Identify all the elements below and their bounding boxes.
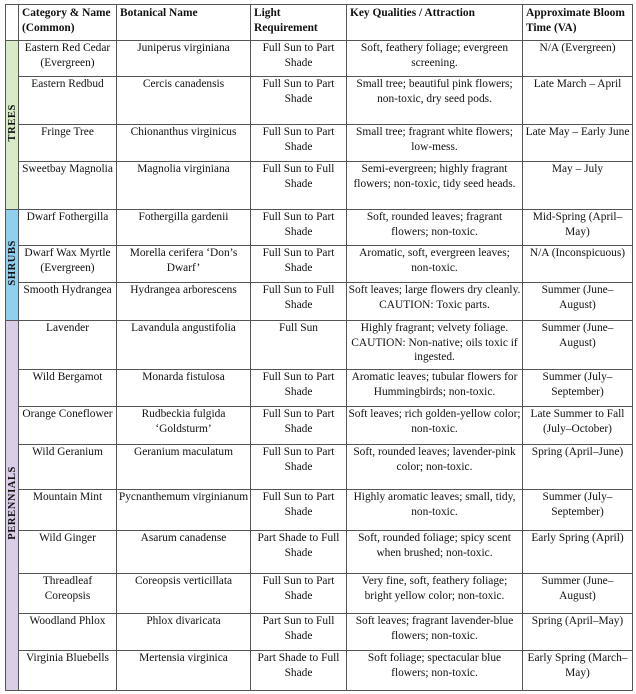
cell-qualities: Highly aromatic leaves; small, tidy, non-toxic.	[347, 490, 523, 531]
cell-bloom: Summer (July–September)	[523, 370, 633, 407]
cell-botanical-name: Morella cerifera ‘Don’s Dwarf’	[117, 246, 251, 283]
cell-botanical-name: Pycnanthemum virginianum	[117, 490, 251, 531]
cell-bloom: N/A (Inconspicuous)	[523, 246, 633, 283]
cell-botanical-name: Juniperus virginiana	[117, 41, 251, 77]
group-label-perennials-cell	[6, 321, 19, 691]
cell-light: Full Sun to Part Shade	[251, 490, 347, 531]
cell-common-name: Sweetbay Magnolia	[19, 162, 117, 210]
cell-qualities: Aromatic leaves; tubular flowers for Hummingbirds; non-toxic.	[347, 370, 523, 407]
cell-botanical-name: Monarda fistulosa	[117, 370, 251, 407]
cell-botanical-name: Rudbeckia fulgida ‘Goldsturm’	[117, 407, 251, 445]
cell-qualities: Highly fragrant; velvety foliage. CAUTION: Non-native; oils toxic if ingested.	[347, 321, 523, 370]
table-row	[6, 125, 633, 162]
cell-light: Full Sun to Part Shade	[251, 407, 347, 445]
header-row	[6, 5, 633, 41]
cell-bloom: Mid-Spring (April–May)	[523, 210, 633, 246]
cell-bloom: May – July	[523, 162, 633, 210]
table-row	[6, 246, 633, 283]
cell-qualities: Soft leaves; large flowers dry cleanly. CAUTION: Toxic parts.	[347, 283, 523, 321]
cell-bloom: Summer (June–August)	[523, 574, 633, 614]
cell-light: Part Sun to Full Shade	[251, 614, 347, 651]
cell-light: Full Sun to Part Shade	[251, 246, 347, 283]
cell-common-name: Fringe Tree	[19, 125, 117, 162]
cell-common-name: Smooth Hydrangea	[19, 283, 117, 321]
cell-bloom: Summer (July–September)	[523, 490, 633, 531]
cell-botanical-name: Magnolia virginiana	[117, 162, 251, 210]
cell-light: Full Sun to Full Shade	[251, 283, 347, 321]
table-row	[6, 407, 633, 445]
cell-common-name: Threadleaf Coreopsis	[19, 574, 117, 614]
cell-botanical-name: Geranium maculatum	[117, 445, 251, 490]
cell-bloom: Late March – April	[523, 77, 633, 125]
cell-bloom: Early Spring (April)	[523, 531, 633, 574]
cell-botanical-name: Coreopsis verticillata	[117, 574, 251, 614]
header-bloom-time: Approximate Bloom Time (VA)	[523, 5, 633, 41]
cell-bloom: Late Summer to Fall (July–October)	[523, 407, 633, 445]
cell-common-name: Wild Geranium	[19, 445, 117, 490]
cell-botanical-name: Hydrangea arborescens	[117, 283, 251, 321]
cell-bloom: Spring (April–June)	[523, 445, 633, 490]
group-label-shrubs: SHRUBS	[7, 239, 18, 286]
cell-botanical-name: Mertensia virginica	[117, 651, 251, 691]
cell-common-name: Woodland Phlox	[19, 614, 117, 651]
table-row	[6, 370, 633, 407]
header-common-name: Category & Name (Common)	[19, 5, 117, 41]
table-row	[6, 41, 633, 77]
cell-qualities: Soft leaves; rich golden-yellow color; non-toxic.	[347, 407, 523, 445]
cell-common-name: Mountain Mint	[19, 490, 117, 531]
cell-light: Full Sun to Part Shade	[251, 574, 347, 614]
cell-light: Full Sun to Part Shade	[251, 77, 347, 125]
group-label-trees-cell	[6, 41, 19, 210]
cell-qualities: Soft, rounded leaves; fragrant flowers; non-toxic.	[347, 210, 523, 246]
cell-light: Full Sun to Part Shade	[251, 370, 347, 407]
table-row	[6, 321, 633, 370]
header-botanical-name: Botanical Name	[117, 5, 251, 41]
cell-botanical-name: Asarum canadense	[117, 531, 251, 574]
table-row	[6, 490, 633, 531]
cell-common-name: Wild Ginger	[19, 531, 117, 574]
cell-qualities: Aromatic, soft, evergreen leaves; non-toxic.	[347, 246, 523, 283]
plant-table	[5, 4, 633, 691]
cell-bloom: Late May – Early June	[523, 125, 633, 162]
table-row	[6, 210, 633, 246]
cell-botanical-name: Lavandula angustifolia	[117, 321, 251, 370]
cell-qualities: Soft leaves; fragrant lavender-blue flowers; non-toxic.	[347, 614, 523, 651]
plant-table-container	[5, 4, 632, 691]
cell-light: Full Sun to Part Shade	[251, 445, 347, 490]
cell-light: Full Sun to Part Shade	[251, 41, 347, 77]
cell-common-name: Virginia Bluebells	[19, 651, 117, 691]
cell-qualities: Small tree; fragrant white flowers; low-mess.	[347, 125, 523, 162]
cell-common-name: Orange Coneflower	[19, 407, 117, 445]
cell-common-name: Dwarf Wax Myrtle (Evergreen)	[19, 246, 117, 283]
table-row	[6, 531, 633, 574]
cell-bloom: Spring (April–May)	[523, 614, 633, 651]
cell-bloom: N/A (Evergreen)	[523, 41, 633, 77]
header-light-requirement: Light Requirement	[251, 5, 347, 41]
cell-bloom: Summer (June–August)	[523, 321, 633, 370]
cell-qualities: Soft, rounded foliage; spicy scent when brushed; non-toxic.	[347, 531, 523, 574]
group-label-perennials: PERENNIALS	[7, 466, 18, 541]
table-row	[6, 283, 633, 321]
group-label-shrubs-cell	[6, 210, 19, 321]
cell-light: Full Sun to Part Shade	[251, 210, 347, 246]
cell-botanical-name: Fothergilla gardenii	[117, 210, 251, 246]
cell-qualities: Soft, feathery foliage; evergreen screening.	[347, 41, 523, 77]
header-key-qualities: Key Qualities / Attraction	[347, 5, 523, 41]
table-row	[6, 162, 633, 210]
cell-qualities: Semi-evergreen; highly fragrant flowers; non-toxic, tidy seed heads.	[347, 162, 523, 210]
table-row	[6, 574, 633, 614]
cell-common-name: Eastern Red Cedar (Evergreen)	[19, 41, 117, 77]
cell-bloom: Summer (June–August)	[523, 283, 633, 321]
table-row	[6, 614, 633, 651]
cell-common-name: Wild Bergamot	[19, 370, 117, 407]
cell-common-name: Dwarf Fothergilla	[19, 210, 117, 246]
cell-common-name: Lavender	[19, 321, 117, 370]
cell-botanical-name: Chionanthus virginicus	[117, 125, 251, 162]
header-group-cell	[6, 5, 19, 41]
table-row	[6, 445, 633, 490]
cell-botanical-name: Phlox divaricata	[117, 614, 251, 651]
cell-qualities: Soft, rounded leaves; lavender-pink color; non-toxic.	[347, 445, 523, 490]
cell-qualities: Soft foliage; spectacular blue flowers; non-toxic.	[347, 651, 523, 691]
cell-qualities: Small tree; beautiful pink flowers; non-toxic, dry seed pods.	[347, 77, 523, 125]
cell-common-name: Eastern Redbud	[19, 77, 117, 125]
cell-bloom: Early Spring (March–May)	[523, 651, 633, 691]
cell-light: Part Shade to Full Shade	[251, 531, 347, 574]
cell-light: Full Sun to Full Shade	[251, 162, 347, 210]
cell-light: Full Sun	[251, 321, 347, 370]
cell-light: Full Sun to Part Shade	[251, 125, 347, 162]
cell-light: Part Shade to Full Shade	[251, 651, 347, 691]
table-row	[6, 77, 633, 125]
cell-qualities: Very fine, soft, feathery foliage; bright yellow color; non-toxic.	[347, 574, 523, 614]
group-label-trees: TREES	[7, 104, 18, 142]
cell-botanical-name: Cercis canadensis	[117, 77, 251, 125]
table-row	[6, 651, 633, 691]
